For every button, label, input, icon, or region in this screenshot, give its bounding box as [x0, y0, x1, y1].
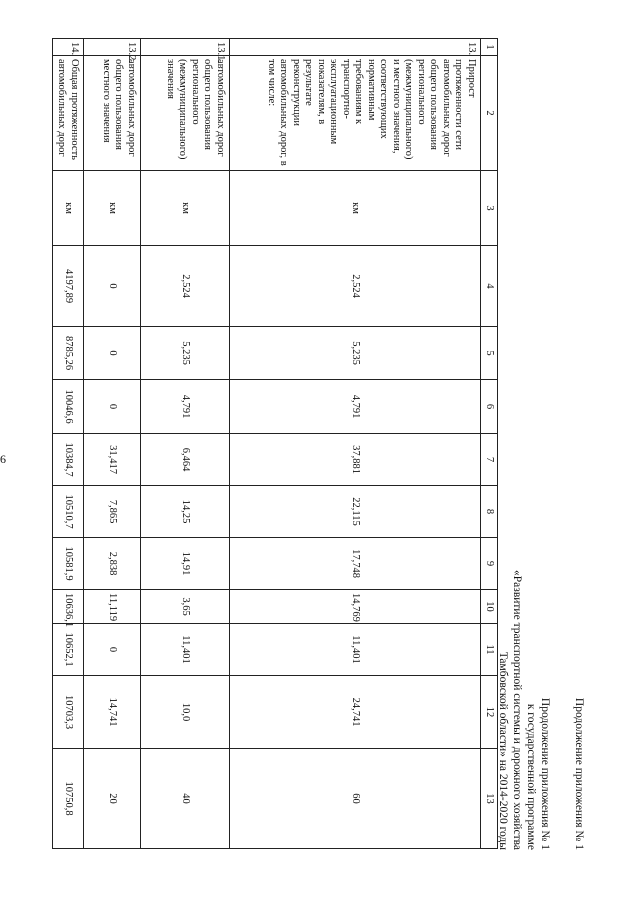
- column-number: 11: [481, 624, 498, 676]
- value-cell: 0: [84, 380, 141, 434]
- value-cell: 37,881: [230, 434, 481, 486]
- value-cell: 10581,9: [53, 538, 84, 590]
- column-number: 7: [481, 434, 498, 486]
- column-number: 4: [481, 246, 498, 327]
- value-cell: 4,791: [141, 380, 230, 434]
- row-number: 13.2.: [84, 39, 141, 56]
- value-cell: 10636,1: [53, 590, 84, 624]
- value-cell: 5,235: [141, 327, 230, 380]
- row-number: 14.: [53, 39, 84, 56]
- value-cell: 22,115: [230, 486, 481, 538]
- value-cell: 11,119: [84, 590, 141, 624]
- value-cell: 40: [141, 749, 230, 849]
- column-number: 9: [481, 538, 498, 590]
- value-cell: 11,401: [141, 624, 230, 676]
- column-number: 8: [481, 486, 498, 538]
- value-cell: 10510,7: [53, 486, 84, 538]
- row-number: 13.1.: [141, 39, 230, 56]
- value-cell: 11,401: [230, 624, 481, 676]
- value-cell: 2,524: [230, 246, 481, 327]
- value-cell: 31,417: [84, 434, 141, 486]
- indicators-table: [52, 38, 498, 849]
- unit-cell: км: [53, 171, 84, 246]
- unit-cell: км: [141, 171, 230, 246]
- appendix-line: к государственной программе: [525, 703, 537, 850]
- column-number: 10: [481, 590, 498, 624]
- unit-cell: км: [84, 171, 141, 246]
- unit-cell: км: [230, 171, 481, 246]
- table-row: [230, 39, 481, 849]
- column-number: 2: [481, 56, 498, 171]
- appendix-line: Тамбовской области» на 2014-2020 годы: [497, 651, 509, 850]
- value-cell: 0: [84, 327, 141, 380]
- appendix-header: [496, 570, 552, 850]
- column-number: 6: [481, 380, 498, 434]
- appendix-line: «Развитие транспортной системы и дорожного хозяйства: [511, 570, 523, 850]
- appendix-line: Продолжение приложения № 1: [539, 697, 551, 850]
- rotated-page: [56, 38, 590, 858]
- value-cell: 20: [84, 749, 141, 849]
- value-cell: 10,0: [141, 676, 230, 749]
- value-cell: 5,235: [230, 327, 481, 380]
- value-cell: 60: [230, 749, 481, 849]
- value-cell: 0: [84, 624, 141, 676]
- value-cell: 10652,1: [53, 624, 84, 676]
- value-cell: 10046,6: [53, 380, 84, 434]
- value-cell: 14,769: [230, 590, 481, 624]
- table-row: [84, 39, 141, 849]
- column-number: 1: [481, 39, 498, 56]
- value-cell: 14,91: [141, 538, 230, 590]
- table-row: [141, 39, 230, 849]
- value-cell: 10384,7: [53, 434, 84, 486]
- value-cell: 7,865: [84, 486, 141, 538]
- indicator-name: Прирост протяженности сети автомобильных дорог общего пользования регионального (межмуниципального) и местного значения, соответствующих нормативным требованиям к транспортно-эксплуатационным показателям, в результате реконструкции автомобильных дорог, в том числе:: [230, 56, 481, 171]
- column-number: 13: [481, 749, 498, 849]
- table-row: [53, 39, 84, 849]
- indicator-name: автомобильных дорог общего пользования регионального (межмуниципального) значения: [141, 56, 230, 171]
- value-cell: 14,741: [84, 676, 141, 749]
- indicator-name: Общая протяженность автомобильных дорог: [53, 56, 84, 171]
- value-cell: 10703,3: [53, 676, 84, 749]
- value-cell: 4,791: [230, 380, 481, 434]
- value-cell: 14,25: [141, 486, 230, 538]
- value-cell: 2,524: [141, 246, 230, 327]
- column-number: 5: [481, 327, 498, 380]
- row-number: 13.: [230, 39, 481, 56]
- column-number: 3: [481, 171, 498, 246]
- continuation-note: Продолжение приложения № 1: [573, 697, 585, 850]
- value-cell: 10750,8: [53, 749, 84, 849]
- column-number-row: [481, 39, 498, 849]
- value-cell: 2,838: [84, 538, 141, 590]
- indicator-name: автомобильных дорог общего пользования местного значения: [84, 56, 141, 171]
- value-cell: 0: [84, 246, 141, 327]
- value-cell: 3,65: [141, 590, 230, 624]
- value-cell: 8785,26: [53, 327, 84, 380]
- value-cell: 4197,89: [53, 246, 84, 327]
- column-number: 12: [481, 676, 498, 749]
- page-number: 6: [0, 452, 6, 466]
- value-cell: 6,464: [141, 434, 230, 486]
- value-cell: 24,741: [230, 676, 481, 749]
- value-cell: 17,748: [230, 538, 481, 590]
